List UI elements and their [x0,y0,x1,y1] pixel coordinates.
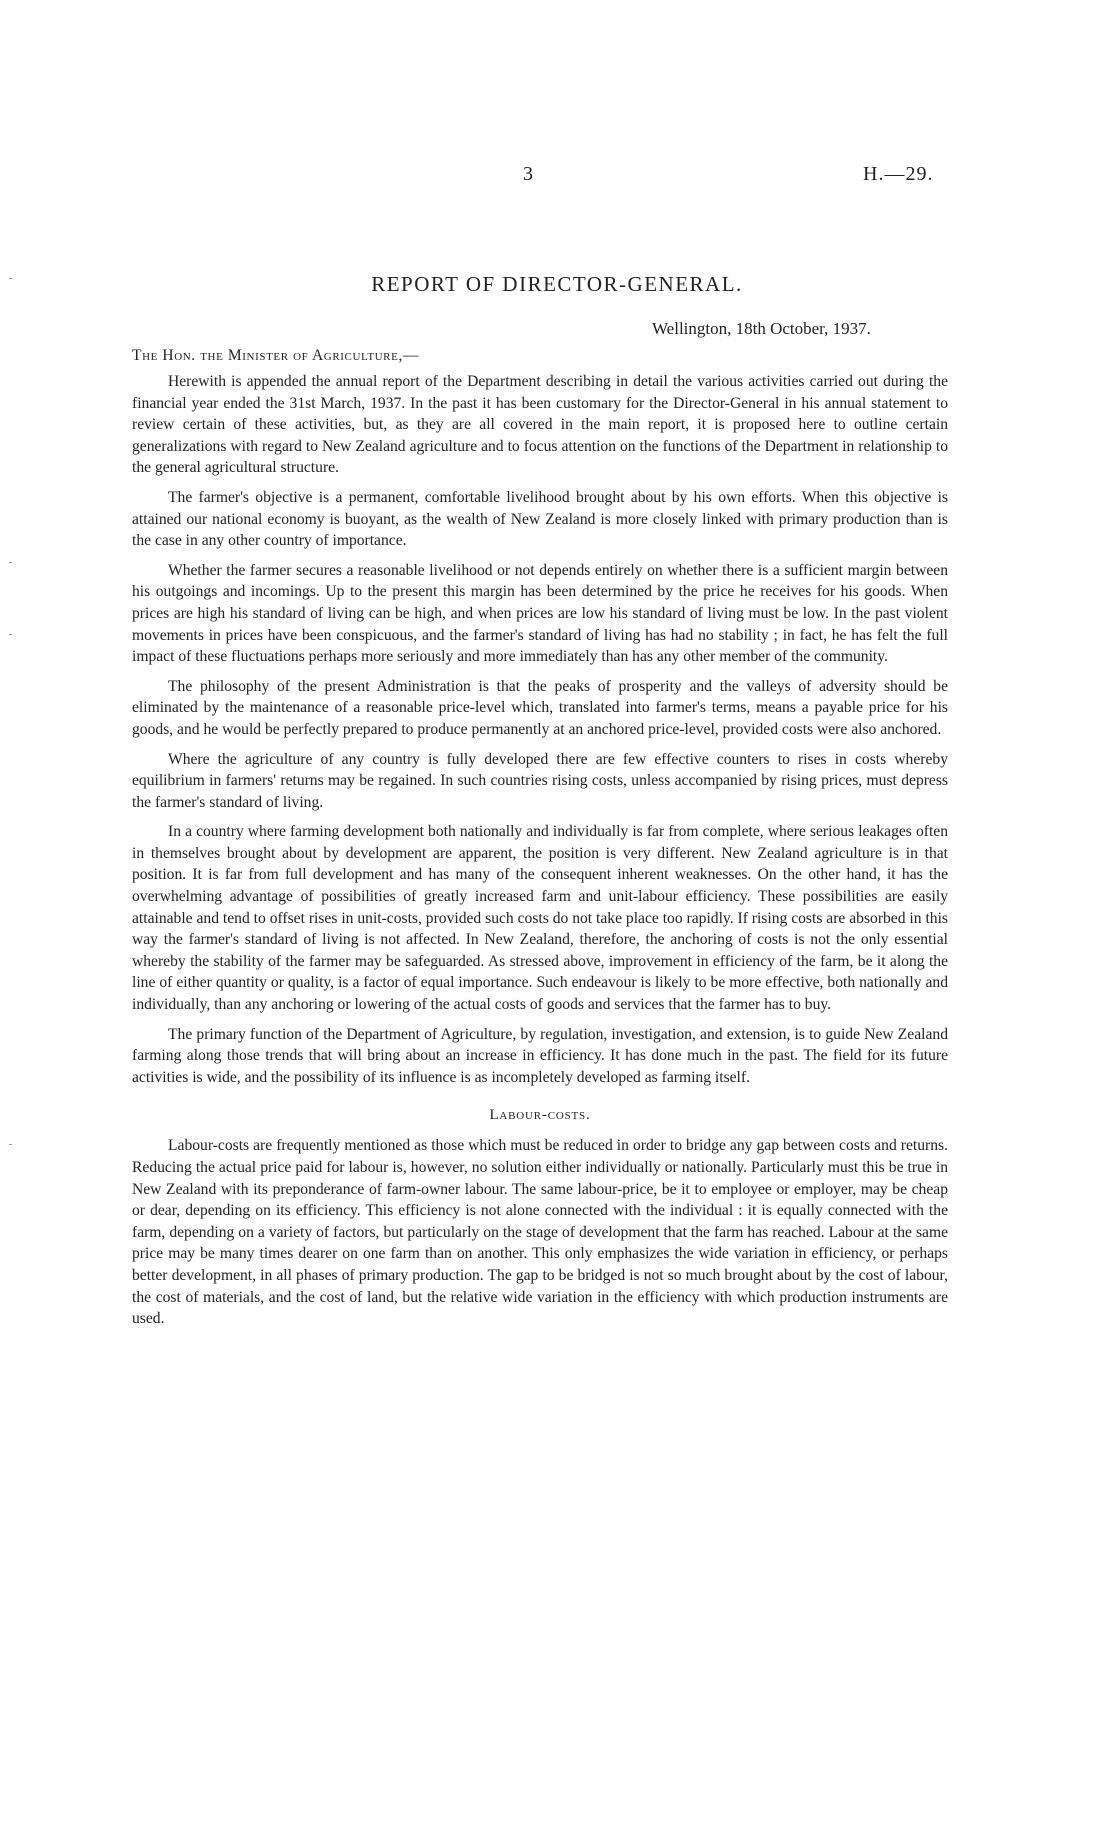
paragraph: Where the agriculture of any country is fully developed there are few effective counters to rises in costs whereby equilibrium in farmers' returns may be regained. In such countries rising costs, unless accompanied by rising prices, must depress the farmer's standard of living. [132,750,948,811]
scan-margin-mark [9,562,12,563]
report-body [132,371,948,1338]
report-title: REPORT OF DIRECTOR-GENERAL. [371,272,743,296]
scan-margin-mark [9,634,12,635]
paragraph: The philosophy of the present Administration is that the peaks of prosperity and the valleys of adversity should be eliminated by the maintenance of a reasonable price-level which, translated into farmer's terms, means a payable price for his goods, and he would be perfectly prepared to produce permanently at an anchored price-level, provided costs were also anchored. [132,677,948,738]
document-code: H.—29. [863,163,934,185]
paragraph: The primary function of the Department of Agriculture, by regulation, investigation, and extension, is to guide New Zealand farming along those trends that will bring about an increase in efficiency. It has done much in the past. The field for its future activities is wide, and the possibility of its influence is as incompletely developed as farming itself. [132,1025,948,1086]
scan-margin-mark [9,1144,12,1145]
paragraph: In a country where farming development both nationally and individually is far from complete, where serious leakages often in themselves brought about by development are apparent, the position is very different. New Zealand agriculture is in that position. It is far from full development and has many of the consequent inherent weaknesses. On the other hand, it has the overwhelming advantage of possibilities of greatly increased farm and unit-labour efficiency. These possibilities are easily attainable and tend to offset rises in unit-costs, provided such costs do not take place too rapidly. If rising costs are absorbed in this way the farmer's standard of living is not affected. In New Zealand, therefore, the anchoring of costs is not the only essential whereby the stability of the farmer may be safeguarded. As stressed above, improvement in efficiency of the farm, be it along the line of either quantity or quality, is a factor of equal importance. Such endeavour is likely to be more effective, both nationally and individually, than any anchoring or lowering of the actual costs of goods and services that the farmer has to buy. [132,823,948,1014]
dateline: Wellington, 18th October, 1937. [652,319,871,338]
paragraph: Herewith is appended the annual report of the Department describing in detail the various activities carried out during the financial year ended the 31st March, 1937. In the past it has been customary for the Director-General in his annual statement to review certain of these activities, but, as they are all covered in the main report, it is proposed here to outline certain generalizations with regard to New Zealand agriculture and to focus attention on the functions of the Department in relationship to the general agricultural structure. [132,373,948,477]
scan-margin-mark [9,278,12,279]
paragraph: Whether the farmer secures a reasonable livelihood or not depends entirely on whether there is a sufficient margin between his outgoings and incomings. Up to the present this margin has been determined by the price he receives for his goods. When prices are high his standard of living can be high, and when prices are low his standard of living must be low. In the past violent movements in prices have been conspicuous, and the farmer's standard of living has had no stability ; in fact, he has felt the full impact of these fluctuations perhaps more seriously and more immediately than has any other member of the community. [132,561,948,666]
salutation: The Hon. the Minister of Agriculture,— [132,347,420,364]
paragraph: Labour-costs are frequently mentioned as those which must be reduced in order to bridge any gap between costs and returns. Reducing the actual price paid for labour is, however, no solution either individually or nationally. Particularly must this be true in New Zealand with its preponderance of farm-owner labour. The same labour-price, be it to employee or employer, may be cheap or dear, depending on its efficiency. This efficiency is not alone connected with the individual : it is equally connected with the farm, depending on a variety of factors, but particularly on the stage of development that the farm has reached. Labour at the same price may be many times dearer on one farm than on another. This only emphasizes the wide variation in efficiency, or perhaps better development, in all phases of primary production. The gap to be bridged is not so much brought about by the cost of labour, the cost of materials, and the cost of land, but the relative wide variation in the efficiency with which production instruments are used. [132,1137,948,1328]
page-number: 3 [523,163,534,185]
paragraph: The farmer's objective is a permanent, comfortable livelihood brought about by his own efforts. When this objective is attained our national economy is buoyant, as the wealth of New Zealand is more closely linked with primary production than is the case in any other country of importance. [132,488,948,550]
section-heading-labour-costs: Labour-costs. [489,1107,591,1124]
